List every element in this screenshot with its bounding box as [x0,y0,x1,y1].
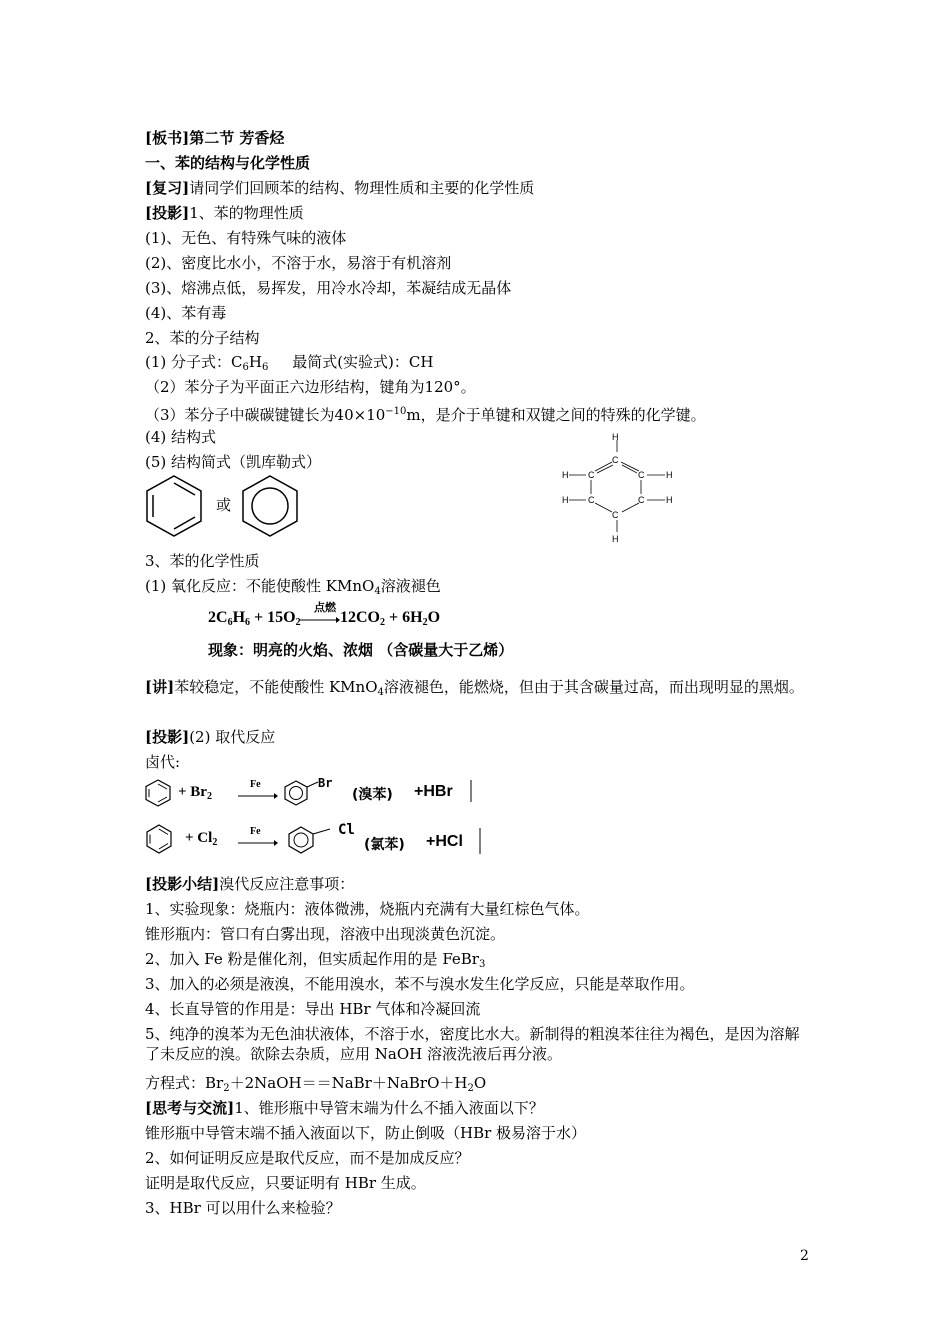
atom-c-6: C [588,470,595,480]
hbr-product: +HBr [414,783,453,800]
atom-c-4: C [612,510,619,520]
answer-2: 证明是取代反应，只要证明有 HBr 生成。 [145,1174,426,1192]
heading [145,128,284,148]
atom-h-right-1: H [666,470,673,480]
divider-bar-1 [470,780,472,802]
combustion-arrow [300,617,340,623]
atom-c-3: C [638,495,645,505]
bromobenzene-name: (溴苯) [352,787,393,803]
phys-item-3: (3)、熔沸点低，易挥发，用冷水冷却，苯凝结成无晶体 [145,279,512,297]
page-number: 2 [800,1248,809,1264]
chlorine-substituent: Cl [338,822,355,838]
combustion-rhs: $12CO_2 + 6H_2O$ [340,609,441,628]
projection-line-2: [投影](2) 取代反应 [145,728,276,746]
heading-title: 第二节 芳香烃 [189,129,285,147]
reaction1-catalyst: Fe [250,779,261,790]
kekule-benzene [143,474,205,538]
projection-text: 1、苯的物理性质 [189,204,304,222]
review-text: 请同学们回顾苯的结构、物理性质和主要的化学性质 [189,179,535,197]
note-5: 5、纯净的溴苯为无色油状液体，不溶于水，密度比水大。新制得的粗溴苯往往为褐色，是因为溶解了未反应的溴。欲除去杂质，应用 NaOH 溶液洗液后再分液。 [145,1025,800,1063]
reaction1-reagent: + $Br_2$ [178,784,212,802]
phys-item-2: (2)、密度比水小，不溶于水，易溶于有机溶剂 [145,254,452,272]
projection-line-1 [145,203,304,223]
hcl-product: +HCl [426,833,463,850]
atom-h-left-2: H [562,495,569,505]
structure-title: 2、苯的分子结构 [145,329,260,347]
oxidation-line: (1) 氧化反应：不能使酸性 KMnO$_4$溶液褪色 [145,577,441,597]
heading-tag: [板书] [145,129,190,147]
chlorobenzene-name: (氯苯) [364,837,405,853]
combustion-condition: 点燃 [314,601,336,614]
reaction2-benzene [146,824,172,854]
think-line: [思考与交流]1、锥形瓶中导管末端为什么不插入液面以下？ [145,1099,544,1117]
or-text: 或 [216,496,232,514]
question-2: 2、如何证明反应是取代反应，而不是加成反应？ [145,1149,470,1167]
chemical-properties-title: 3、苯的化学性质 [145,552,260,570]
atom-h-left-1: H [562,470,569,480]
review-line [145,178,534,198]
combustion-lhs: $2C_6H_6 + 15O_2$ [208,609,301,628]
note-3: 3、加入的必须是液溴，不能用溴水，苯不与溴水发生化学反应，只能是萃取作用。 [145,975,695,993]
chlorobenzene [288,826,344,854]
atom-h-right-2: H [666,495,673,505]
reaction2-catalyst: Fe [250,826,261,837]
bromine-substituent: Br [318,776,333,790]
reaction1-arrow [238,793,278,799]
kekule-label: (5) 结构简式（凯库勒式） [145,453,322,471]
halogenation-label: 卤代: [145,753,181,771]
question-3: 3、HBr 可以用什么来检验？ [145,1199,341,1217]
structural-formula-diagram [555,428,685,548]
equation-line: 方程式：$Br_2+2NaOH==NaBr+NaBrO+H_2O$ [145,1074,487,1094]
note-4: 4、长直导管的作用是：导出 HBr 气体和冷凝回流 [145,1000,481,1018]
structural-formula-label: (4) 结构式 [145,428,217,446]
answer-1: 锥形瓶中导管末端不插入液面以下，防止倒吸（HBr 极易溶于水） [145,1124,587,1142]
planar-structure: （2）苯分子为平面正六边形结构，键角为120°。 [145,378,476,396]
atom-c-2: C [638,470,645,480]
bond-length: （3）苯分子中碳碳键键长为$40\times 10^{-10}m$，是介于单键和双键之间的特殊的化学键。 [145,406,706,424]
note-2: 2、加入 Fe 粉是催化剂，但实质起作用的是 FeBr$_3$ [145,950,486,970]
review-tag: [复习] [145,179,190,197]
circle-benzene [239,474,301,538]
atom-h-top: H [612,432,619,442]
phenomenon: 现象：明亮的火焰、浓烟 （含碳量大于乙烯） [208,641,514,659]
lecture-paragraph: [讲]苯较稳定，不能使酸性 KMnO$_4$溶液褪色，能燃烧，但由于其含碳量过高，而出现明显的黑烟。 [145,678,804,698]
divider-bar-2 [479,828,481,854]
phys-item-1: (1)、无色、有特殊气味的液体 [145,229,347,247]
note-1: 1、实验现象：烧瓶内：液体微沸，烧瓶内充满有大量红棕色气体。 [145,900,590,918]
reaction1-benzene [145,779,171,807]
summary-line: [投影小结]溴代反应注意事项： [145,875,355,893]
reaction2-arrow [238,840,278,846]
note-1b: 锥形瓶内：管口有白雾出现，溶液中出现淡黄色沉淀。 [145,925,506,943]
projection-tag: [投影] [145,204,190,222]
molecular-formula: (1) 分子式：$C_6H_6$ 最简式(实验式)：CH [145,353,434,373]
section-title: 一、苯的结构与化学性质 [145,154,311,172]
atom-c-1: C [612,455,619,465]
phys-item-4: (4)、苯有毒 [145,304,227,322]
atom-h-bottom: H [612,534,619,544]
atom-c-5: C [588,495,595,505]
reaction2-reagent: + $Cl_2$ [185,830,218,848]
